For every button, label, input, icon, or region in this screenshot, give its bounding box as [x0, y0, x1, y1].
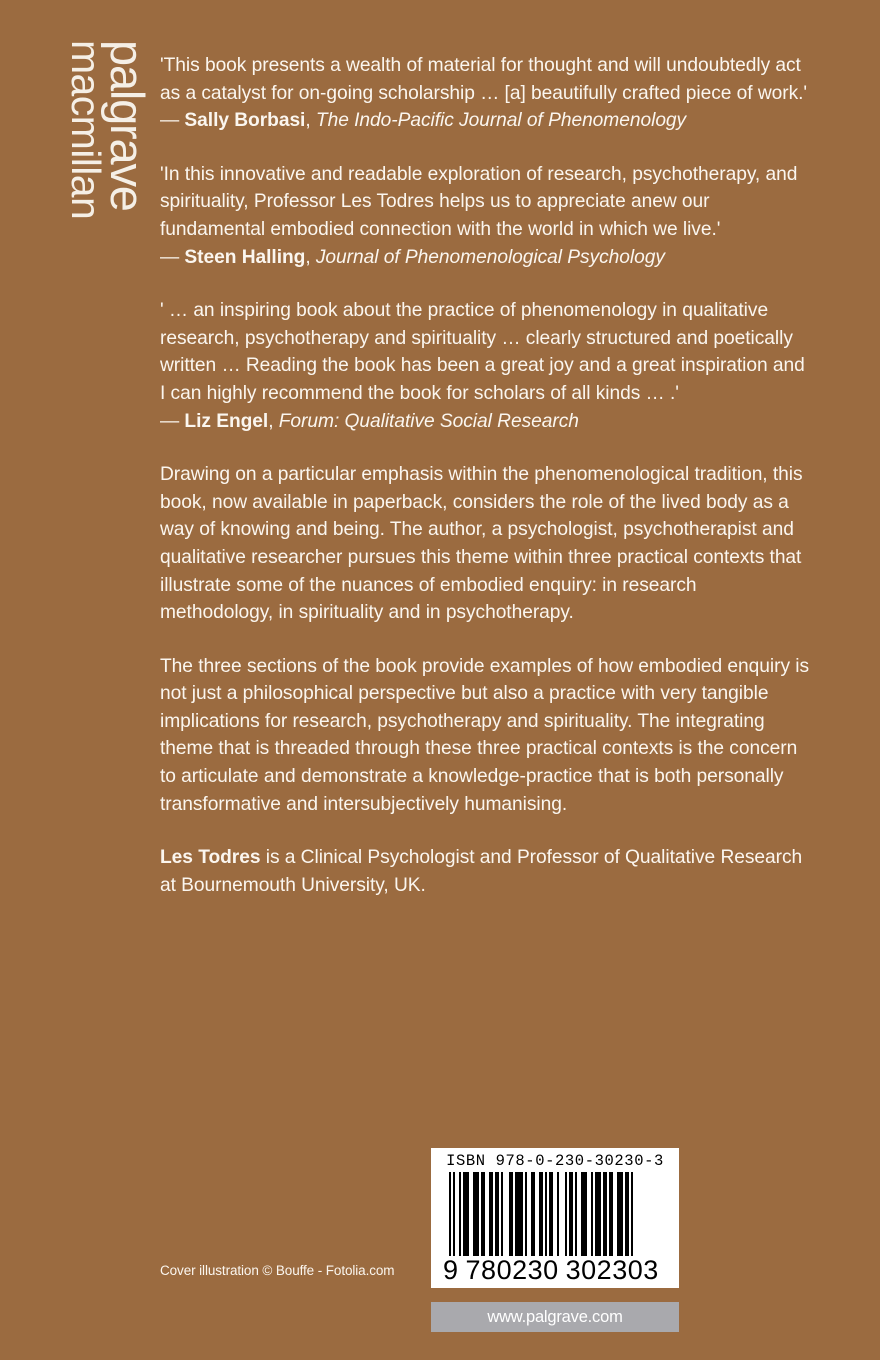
review-attribution — [160, 107, 812, 135]
review-quote-text: 'This book presents a wealth of material for thought and will undoubtedly act as a catalyst for on-going scholarship … [a] beautifully crafted piece of work.' — [160, 55, 808, 104]
review-quote-text: 'In this innovative and readable exploration of research, psychotherapy, and spirituality, Professor Les Todres helps us to appreciate anew our fundamental embodied connection with the world in which we live.' — [160, 163, 798, 240]
author-name: Les Todres — [160, 847, 261, 869]
publisher-website-bar[interactable] — [431, 1302, 679, 1332]
reviewer-name: Steen Halling — [184, 246, 306, 268]
attribution-dash: — — [160, 246, 185, 268]
review-attribution — [160, 408, 812, 436]
publisher-logo-line-macmillan: macmillan — [62, 40, 109, 220]
author-biography — [160, 844, 812, 899]
ean-group-1: 780230 — [465, 1255, 559, 1285]
review-source-publication: Forum: Qualitative Social Research — [278, 410, 579, 432]
publisher-logo-line-palgrave: palgrave — [101, 40, 154, 211]
attribution-dash: — — [160, 110, 185, 132]
attribution-dash: — — [160, 410, 185, 432]
attribution-separator: , — [305, 110, 316, 132]
review-blurb — [160, 297, 812, 435]
publisher-website-url: www.palgrave.com — [487, 1307, 623, 1326]
review-blurb — [160, 161, 812, 271]
reviewer-name: Liz Engel — [184, 410, 269, 432]
publisher-logo — [0, 40, 154, 340]
reviewer-name: Sally Borbasi — [184, 110, 306, 132]
cover-illustration-credit: Cover illustration © Bouffe - Fotolia.com — [160, 1263, 395, 1278]
barcode-bars — [449, 1172, 667, 1256]
review-quote-text: ' … an inspiring book about the practice of phenomenology in qualitative research, psychotherapy and spirituality … clearly structured and poetically written … Reading the book has been a great joy and a great inspiration and I can highly recommend the book for scholars of all kinds … .' — [160, 300, 805, 404]
ean-digits — [439, 1255, 671, 1285]
attribution-separator: , — [268, 410, 279, 432]
review-blurb — [160, 52, 812, 135]
author-biography-text: is a Clinical Psychologist and Professor of Qualitative Research at Bournemouth University, UK. — [160, 847, 803, 896]
ean-group-2: 302303 — [565, 1255, 659, 1285]
book-description-paragraph: Drawing on a particular emphasis within the phenomenological tradition, this book, now available in paperback, considers the role of the lived body as a way of knowing and being. The author, a psychologist, psychotherapist and qualitative researcher pursues this theme within three practical contexts that illustrate some of the nuances of embodied enquiry: in research methodology, in spirituality and in psychotherapy. — [160, 464, 803, 624]
book-description-paragraph: The three sections of the book provide examples of how embodied enquiry is not just a philosophical perspective but also a practice with very tangible implications for research, psychotherapy and spirituality. The integrating theme that is threaded through these three practical contexts is the concern to articulate and demonstrate a knowledge-practice that is both personally transformative and intersubjectively humanising. — [160, 655, 810, 815]
ean-lead-digit: 9 — [443, 1255, 459, 1285]
review-source-publication: The Indo-Pacific Journal of Phenomenology — [315, 110, 687, 132]
isbn-barcode — [431, 1148, 679, 1288]
back-cover-text-column — [160, 52, 812, 899]
attribution-separator: , — [305, 246, 316, 268]
isbn-number-label: ISBN 978-0-230-30230-3 — [446, 1152, 664, 1170]
review-source-publication: Journal of Phenomenological Psychology — [315, 246, 665, 268]
review-attribution — [160, 244, 812, 272]
